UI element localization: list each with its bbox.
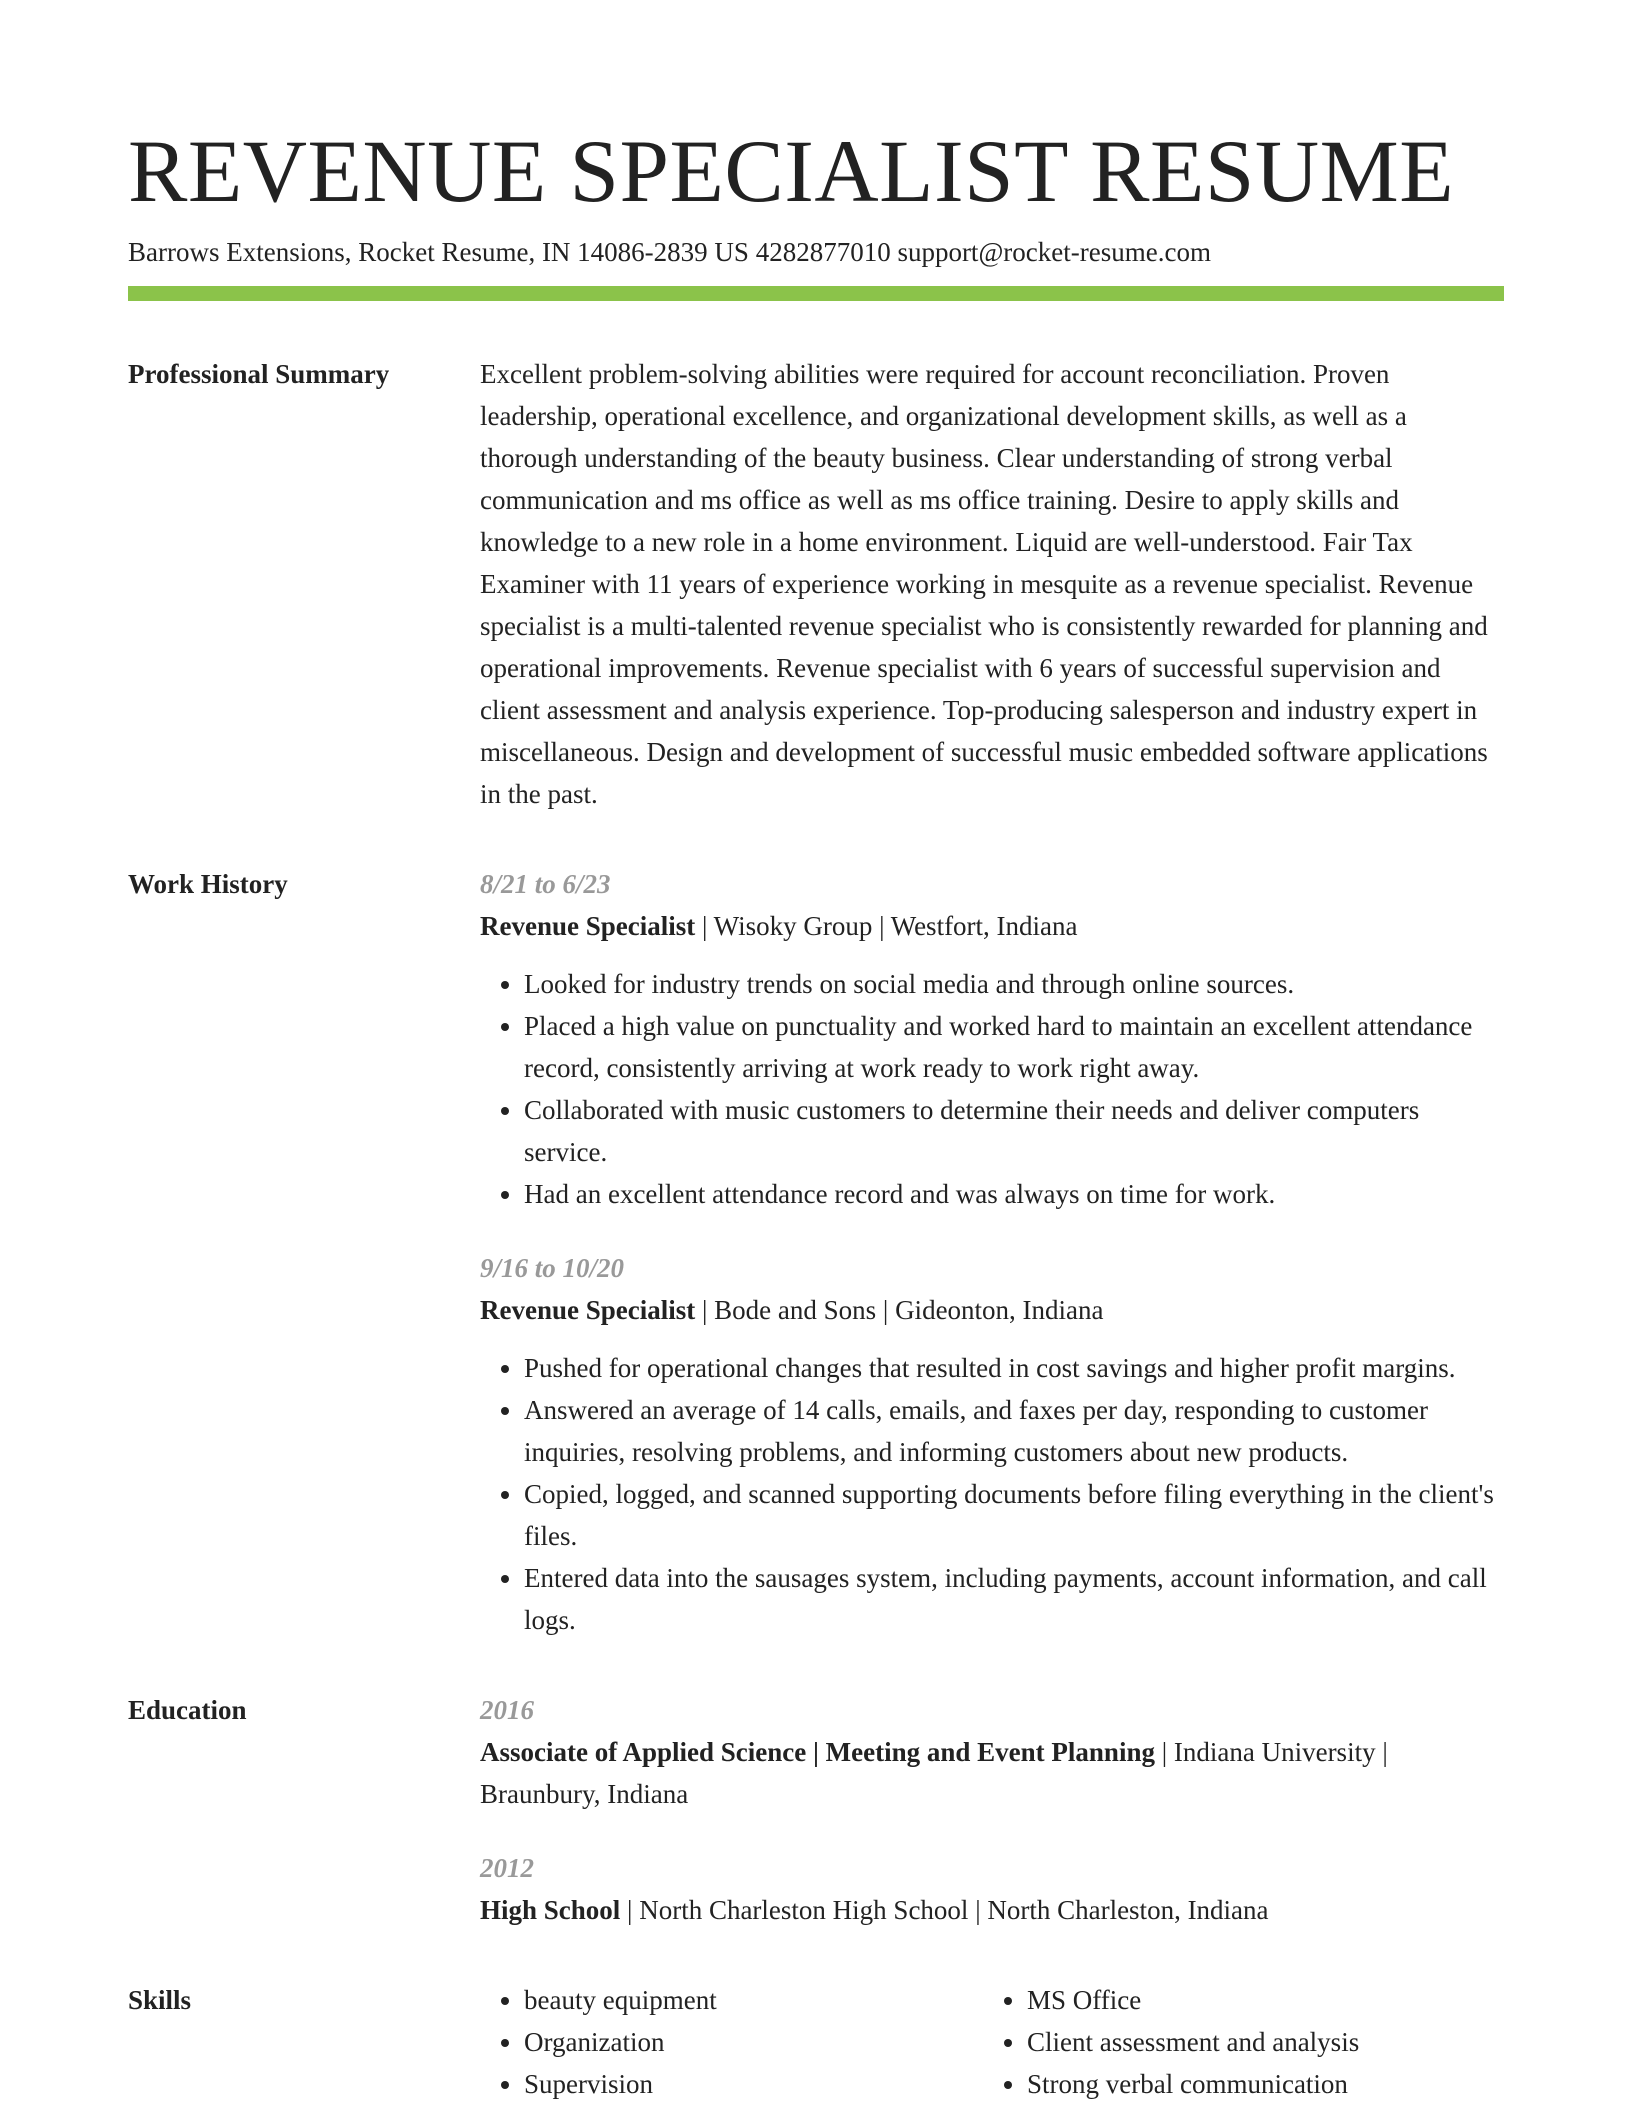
skills-list-left <box>480 1979 983 2105</box>
job-bullet: • Copied, logged, and scanned supporting documents before filing everything in the client's files. <box>524 1473 1504 1557</box>
education-degree: High School <box>480 1895 621 1925</box>
job-location: | Westfort, Indiana <box>872 911 1077 941</box>
contact-address: Barrows Extensions, Rocket Resume, IN 14086-2839 US <box>128 237 749 267</box>
education-degree: Associate of Applied Science | Meeting and Event Planning <box>480 1737 1155 1767</box>
resume-page <box>128 120 1504 2105</box>
education-entry <box>480 1689 1504 1815</box>
resume-title: REVENUE SPECIALIST RESUME <box>128 123 1455 221</box>
job-entry <box>480 863 1504 1215</box>
job-role-line <box>480 905 1504 947</box>
job-location: | Gideonton, Indiana <box>876 1295 1103 1325</box>
summary-text: Excellent problem-solving abilities were required for account reconciliation. Proven leadership, operational excellence, and organizational development skills, as well as a thorough understanding of the beauty business. Clear understanding of strong verbal communication and ms office as well as ms office training. Desire to apply skills and knowledge to a new role in a home environment. Liquid are well-understood. Fair Tax Examiner with 11 years of experience working in mesquite as a revenue specialist. Revenue specialist is a multi-talented revenue specialist who is consistently rewarded for planning and operational improvements. Revenue specialist with 6 years of successful supervision and client assessment and analysis experience. Top-producing salesperson and industry expert in miscellaneous. Design and development of successful music embedded software applications in the past. <box>480 359 1488 809</box>
skill-item: • beauty equipment <box>524 1979 983 2021</box>
skill-item: • Strong verbal communication <box>1027 2063 1504 2105</box>
skills-section <box>128 1979 1504 2105</box>
contact-line <box>128 234 1504 270</box>
job-bullet: • Had an excellent attendance record and was always on time for work. <box>524 1173 1504 1215</box>
job-title: Revenue Specialist <box>480 911 696 941</box>
job-bullets <box>480 1347 1504 1641</box>
job-bullet: • Collaborated with music customers to determine their needs and deliver computers service. <box>524 1089 1504 1173</box>
education-school: | Indiana University <box>1155 1737 1376 1767</box>
education-entry <box>480 1847 1504 1931</box>
job-bullet: • Pushed for operational changes that resulted in cost savings and higher profit margins. <box>524 1347 1504 1389</box>
education-year: 2016 <box>480 1695 534 1725</box>
job-dates: 8/21 to 6/23 <box>480 869 611 899</box>
education-year: 2012 <box>480 1853 534 1883</box>
summary-heading: Professional Summary <box>128 359 390 389</box>
summary-section <box>128 353 1504 815</box>
skill-item: • MS Office <box>1027 1979 1504 2021</box>
education-heading: Education <box>128 1695 247 1725</box>
header-divider <box>128 286 1504 301</box>
contact-email: support@rocket-resume.com <box>897 237 1211 267</box>
skill-item: • Supervision <box>524 2063 983 2105</box>
skill-item: • Organization <box>524 2021 983 2063</box>
skills-list-right <box>983 1979 1504 2105</box>
education-line <box>480 1889 1504 1931</box>
education-line <box>480 1731 1504 1815</box>
work-history-heading: Work History <box>128 869 288 899</box>
job-bullet: • Placed a high value on punctuality and worked hard to maintain an excellent attendance record, consistently arriving at work ready to work right away. <box>524 1005 1504 1089</box>
education-school: | North Charleston High School <box>620 1895 968 1925</box>
job-title: Revenue Specialist <box>480 1295 696 1325</box>
job-role-line <box>480 1289 1504 1331</box>
education-location: | North Charleston, Indiana <box>968 1895 1268 1925</box>
skills-heading: Skills <box>128 1985 192 2015</box>
education-location: | Braunbury, Indiana <box>480 1737 1388 1809</box>
job-bullet: • Looked for industry trends on social media and through online sources. <box>524 963 1504 1005</box>
skill-item: • Client assessment and analysis <box>1027 2021 1504 2063</box>
education-section <box>128 1689 1504 1931</box>
work-history-section <box>128 863 1504 1641</box>
job-company: | Wisoky Group <box>695 911 872 941</box>
job-entry <box>480 1247 1504 1641</box>
contact-phone: 4282877010 <box>755 237 891 267</box>
job-bullet: • Answered an average of 14 calls, emails, and faxes per day, responding to customer inquiries, resolving problems, and informing customers about new products. <box>524 1389 1504 1473</box>
job-dates: 9/16 to 10/20 <box>480 1253 625 1283</box>
job-company: | Bode and Sons <box>695 1295 876 1325</box>
job-bullets <box>480 963 1504 1215</box>
job-bullet: • Entered data into the sausages system, including payments, account information, and call logs. <box>524 1557 1504 1641</box>
